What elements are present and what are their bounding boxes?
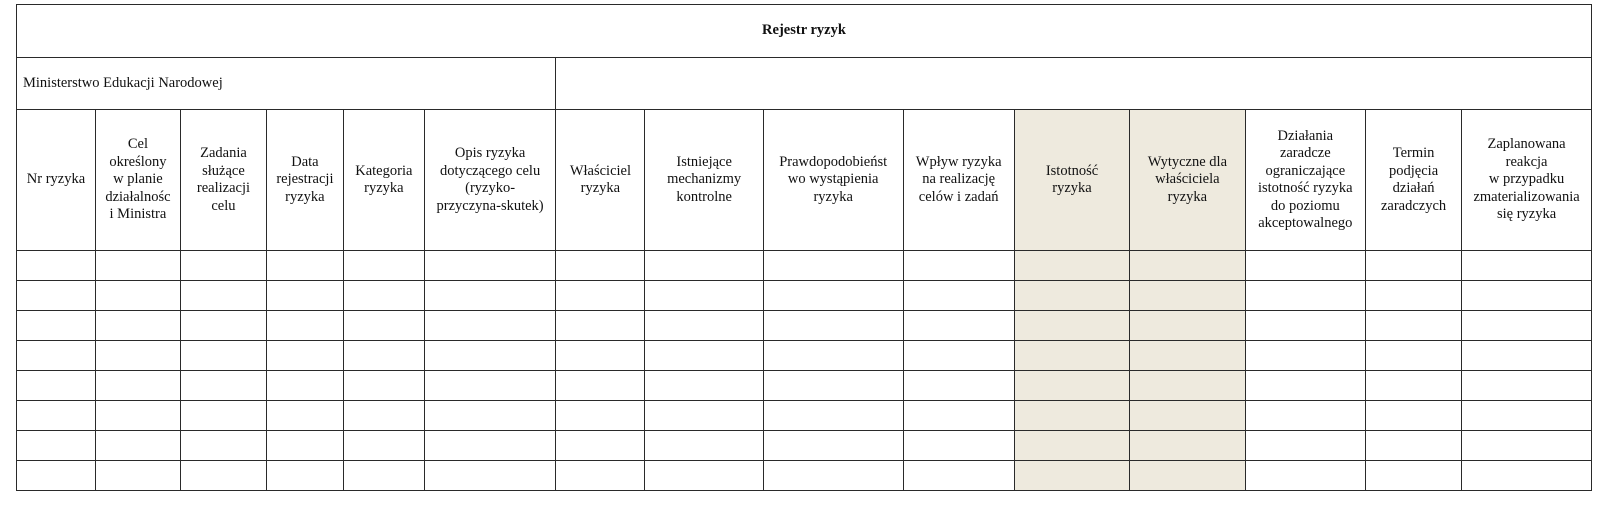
- table-cell[interactable]: [1462, 251, 1592, 281]
- table-row: [17, 371, 1592, 401]
- table-cell[interactable]: [1245, 341, 1365, 371]
- table-cell[interactable]: [1462, 431, 1592, 461]
- table-cell[interactable]: [1245, 461, 1365, 491]
- table-cell[interactable]: [1366, 311, 1462, 341]
- table-cell[interactable]: [17, 281, 96, 311]
- column-header-label: Zadania służące realizacji celu: [196, 145, 250, 214]
- column-header: [645, 110, 763, 251]
- column-header: [266, 110, 343, 251]
- column-header: [180, 110, 266, 251]
- table-cell[interactable]: [95, 311, 180, 341]
- table-cell[interactable]: [1366, 341, 1462, 371]
- table-cell[interactable]: [1462, 341, 1592, 371]
- table-cell[interactable]: [1366, 461, 1462, 491]
- table-cell[interactable]: [180, 401, 266, 431]
- table-cell[interactable]: [180, 431, 266, 461]
- table-cell[interactable]: [763, 341, 903, 371]
- table-cell[interactable]: [17, 251, 96, 281]
- table-row: [17, 251, 1592, 281]
- column-header-label: Termin podjęcia działań zaradczych: [1380, 145, 1447, 214]
- table-cell[interactable]: [17, 341, 96, 371]
- table-cell[interactable]: [1245, 401, 1365, 431]
- column-header-label: Cel określony w planie działalnośc i Ministra: [105, 136, 171, 223]
- table-cell[interactable]: [1462, 371, 1592, 401]
- table-cell[interactable]: [1130, 431, 1245, 461]
- table-cell[interactable]: [1130, 311, 1245, 341]
- column-header-label: Data rejestracji ryzyka: [276, 153, 334, 205]
- table-cell[interactable]: [556, 371, 645, 401]
- table-cell[interactable]: [1462, 401, 1592, 431]
- table-cell[interactable]: [556, 281, 645, 311]
- organization-row: [17, 58, 1592, 110]
- column-header: [1366, 110, 1462, 251]
- column-header: [1245, 110, 1365, 251]
- table-cell[interactable]: [266, 311, 343, 341]
- table-cell[interactable]: [95, 281, 180, 311]
- table-cell[interactable]: [763, 431, 903, 461]
- column-header-label: Istniejące mechanizmy kontrolne: [667, 153, 742, 205]
- table-cell[interactable]: [556, 251, 645, 281]
- table-cell[interactable]: [645, 251, 763, 281]
- table-cell[interactable]: [903, 371, 1014, 401]
- table-cell[interactable]: [95, 431, 180, 461]
- column-header-label: Działania zaradcze ograniczające istotność ryzyka do poziomu akceptowalnego: [1257, 127, 1353, 231]
- table-cell[interactable]: [1462, 311, 1592, 341]
- table-row: [17, 401, 1592, 431]
- table-cell[interactable]: [556, 431, 645, 461]
- column-header-label: Nr ryzyka: [26, 171, 86, 188]
- table-cell[interactable]: [424, 251, 556, 281]
- table-cell[interactable]: [266, 371, 343, 401]
- table-cell[interactable]: [180, 281, 266, 311]
- table-cell[interactable]: [180, 341, 266, 371]
- column-header: [1014, 110, 1129, 251]
- table-cell[interactable]: [266, 401, 343, 431]
- table-cell[interactable]: [17, 371, 96, 401]
- table-cell[interactable]: [645, 461, 763, 491]
- table-cell[interactable]: [903, 311, 1014, 341]
- table-cell[interactable]: [424, 371, 556, 401]
- register-title: Rejestr ryzyk: [17, 5, 1592, 58]
- table-cell[interactable]: [343, 341, 424, 371]
- table-cell[interactable]: [343, 371, 424, 401]
- table-cell[interactable]: [763, 371, 903, 401]
- column-header-row: [17, 110, 1592, 251]
- table-cell[interactable]: [763, 281, 903, 311]
- column-header-label: Kategoria ryzyka: [355, 162, 413, 196]
- table-cell[interactable]: [343, 401, 424, 431]
- table-cell[interactable]: [1014, 281, 1129, 311]
- table-cell[interactable]: [1130, 371, 1245, 401]
- table-cell[interactable]: [903, 401, 1014, 431]
- table-row: [17, 461, 1592, 491]
- table-cell[interactable]: [645, 371, 763, 401]
- table-cell[interactable]: [266, 461, 343, 491]
- table-cell[interactable]: [645, 341, 763, 371]
- table-cell[interactable]: [424, 311, 556, 341]
- table-cell[interactable]: [645, 311, 763, 341]
- table-cell[interactable]: [266, 251, 343, 281]
- table-cell[interactable]: [556, 401, 645, 431]
- table-cell[interactable]: [903, 431, 1014, 461]
- table-cell[interactable]: [903, 251, 1014, 281]
- table-cell[interactable]: [95, 341, 180, 371]
- table-cell[interactable]: [343, 461, 424, 491]
- table-cell[interactable]: [180, 461, 266, 491]
- table-cell[interactable]: [424, 431, 556, 461]
- column-header-label: Wytyczne dla właściciela ryzyka: [1147, 153, 1228, 205]
- table-row: [17, 341, 1592, 371]
- table-cell[interactable]: [903, 281, 1014, 311]
- organization-blank-cell: [556, 58, 1592, 110]
- table-cell[interactable]: [763, 311, 903, 341]
- table-cell[interactable]: [1014, 371, 1129, 401]
- table-cell[interactable]: [1245, 311, 1365, 341]
- table-cell[interactable]: [17, 431, 96, 461]
- column-header: [1130, 110, 1245, 251]
- table-cell[interactable]: [1245, 431, 1365, 461]
- column-header: [763, 110, 903, 251]
- table-cell[interactable]: [180, 251, 266, 281]
- table-cell[interactable]: [266, 281, 343, 311]
- table-cell[interactable]: [343, 281, 424, 311]
- table-cell[interactable]: [424, 401, 556, 431]
- table-cell[interactable]: [1366, 251, 1462, 281]
- table-cell[interactable]: [1014, 401, 1129, 431]
- column-header: [903, 110, 1014, 251]
- table-cell[interactable]: [903, 461, 1014, 491]
- table-cell[interactable]: [1130, 401, 1245, 431]
- table-cell[interactable]: [266, 341, 343, 371]
- column-header-label: Właściciel ryzyka: [569, 162, 631, 196]
- table-row: [17, 281, 1592, 311]
- table-cell[interactable]: [95, 401, 180, 431]
- table-cell[interactable]: [17, 401, 96, 431]
- table-cell[interactable]: [763, 461, 903, 491]
- table-cell[interactable]: [645, 401, 763, 431]
- column-header-label: Zaplanowana reakcja w przypadku zmaterializowania się ryzyka: [1473, 136, 1580, 223]
- table-cell[interactable]: [1245, 281, 1365, 311]
- table-cell[interactable]: [180, 311, 266, 341]
- table-cell[interactable]: [95, 371, 180, 401]
- table-cell[interactable]: [1014, 251, 1129, 281]
- table-cell[interactable]: [1014, 461, 1129, 491]
- table-cell[interactable]: [1245, 251, 1365, 281]
- table-cell[interactable]: [95, 251, 180, 281]
- table-cell[interactable]: [1130, 461, 1245, 491]
- column-header: [1462, 110, 1592, 251]
- table-cell[interactable]: [1366, 371, 1462, 401]
- table-cell[interactable]: [17, 461, 96, 491]
- column-header: [556, 110, 645, 251]
- column-header: [343, 110, 424, 251]
- column-header-label: Wpływ ryzyka na realizację celów i zadań: [915, 153, 1002, 205]
- table-cell[interactable]: [343, 431, 424, 461]
- table-cell[interactable]: [1366, 401, 1462, 431]
- table-cell[interactable]: [180, 371, 266, 401]
- table-cell[interactable]: [1130, 341, 1245, 371]
- column-header-label: Istotność ryzyka: [1045, 162, 1099, 196]
- table-cell[interactable]: [1014, 311, 1129, 341]
- table-cell[interactable]: [763, 251, 903, 281]
- risk-register-table: [16, 4, 1592, 491]
- table-cell[interactable]: [1462, 461, 1592, 491]
- table-cell[interactable]: [556, 311, 645, 341]
- table-cell[interactable]: [1245, 371, 1365, 401]
- table-cell[interactable]: [1462, 281, 1592, 311]
- table-cell[interactable]: [1130, 251, 1245, 281]
- table-cell[interactable]: [645, 281, 763, 311]
- table-cell[interactable]: [424, 281, 556, 311]
- table-cell[interactable]: [1014, 431, 1129, 461]
- organization-name: Ministerstwo Edukacji Narodowej: [17, 58, 556, 110]
- table-row: [17, 311, 1592, 341]
- table-cell[interactable]: [1014, 341, 1129, 371]
- table-cell[interactable]: [556, 341, 645, 371]
- table-cell[interactable]: [17, 311, 96, 341]
- table-cell[interactable]: [343, 311, 424, 341]
- table-cell[interactable]: [343, 251, 424, 281]
- table-cell[interactable]: [645, 431, 763, 461]
- title-row: [17, 5, 1592, 58]
- table-row: [17, 431, 1592, 461]
- column-header: [424, 110, 556, 251]
- column-header: [17, 110, 96, 251]
- column-header-label: Prawdopodobieńst wo wystąpienia ryzyka: [779, 153, 888, 205]
- table-cell[interactable]: [556, 461, 645, 491]
- table-cell[interactable]: [266, 431, 343, 461]
- table-cell[interactable]: [95, 461, 180, 491]
- column-header: [95, 110, 180, 251]
- table-cell[interactable]: [763, 401, 903, 431]
- table-cell[interactable]: [424, 341, 556, 371]
- table-cell[interactable]: [424, 461, 556, 491]
- column-header-label: Opis ryzyka dotyczącego celu (ryzyko- przyczyna-skutek): [436, 145, 544, 214]
- table-cell[interactable]: [1130, 281, 1245, 311]
- table-cell[interactable]: [1366, 281, 1462, 311]
- table-cell[interactable]: [1366, 431, 1462, 461]
- table-cell[interactable]: [903, 341, 1014, 371]
